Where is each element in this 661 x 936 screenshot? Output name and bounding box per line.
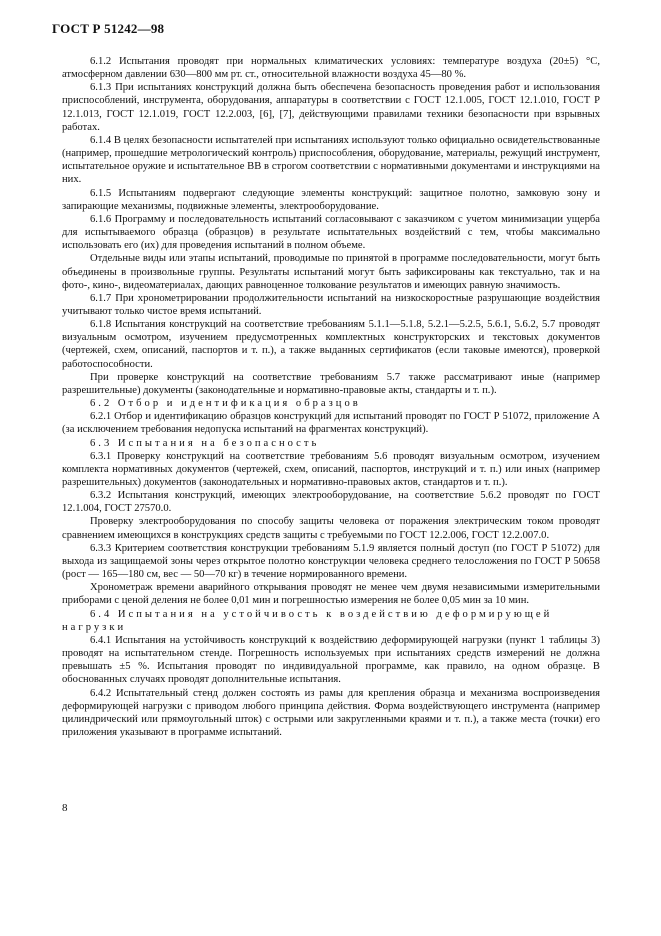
paragraph: Отдельные виды или этапы испытаний, проводимые по принятой в программе последовательности, могут быть объединены в произвольные группы. Результаты испытаний могут быть зафиксированы как текстуально, так и на фото-, кино-, видеоматериалах, дающих равноценное толкование результатов и имеющих равную значимость. (62, 253, 600, 291)
paragraph: 6.3.2 Испытания конструкций, имеющих электрооборудование, на соответствие 5.6.2 проводят по ГОСТ 12.1.004, ГОСТ 27570.0. (62, 490, 600, 515)
paragraph: 6.4.2 Испытательный стенд должен состоять из рамы для крепления образца и механизма воспроизведения деформирующей нагрузки с приводом любого принципа действия. Форма воздействующего инструмента (например цилиндрический или прямоугольный шток) с острыми или закругленными краями и т. п.), а также места (точки) его приложения указывают в программе испытаний. (62, 687, 600, 738)
paragraph: 6.2.1 Отбор и идентификацию образцов конструкций для испытаний проводят по ГОСТ Р 51072, приложение А (за исключением требования недопуска испытаний на фрагментах конструкций). (62, 411, 600, 436)
document-body (62, 55, 600, 739)
paragraph: 6.1.6 Программу и последовательность испытаний согласовывают с заказчиком с учетом минимизации ущерба для испытываемого образца (образцов) в результате испытательных воздействий с тем, чтобы максимально использовать его (их) для проведения испытаний в полном объеме. (62, 213, 600, 252)
section-heading: 6.2 Отбор и идентификация образцов (90, 398, 361, 410)
section-heading: 6.4 Испытания на устойчивость к воздействию деформирующей нагрузки (62, 608, 553, 633)
paragraph: 6.3.1 Проверку конструкций на соответствие требованиям 5.6 проводят визуальным осмотром, изучением комплекта нормативных документов (чертежей, схем, описаний, паспортов, инструкций и т. п.) или иных (например разрешительных) документов (законодательных и нормативно-правовых актов, стандартов и т. п.). (62, 450, 600, 488)
paragraph: При проверке конструкций на соответствие требованиям 5.7 также рассматривают иные (например разрешительные) документы (законодательные и нормативно-правовые акты, стандарты и т. п.). (62, 371, 600, 396)
section-heading: 6.3 Испытания на безопасность (90, 437, 320, 449)
paragraph: Хронометраж времени аварийного открывания проводят не менее чем двумя независимыми измерительными приборами с ценой деления не более 0,01 мин и погрешностью измерения не более 0,05 мин за 10 мин. (62, 582, 600, 607)
paragraph: 6.1.5 Испытаниям подвергают следующие элементы конструкций: защитное полотно, замковую зону и запирающие механизмы, подвижные элементы, электрооборудование. (62, 187, 600, 212)
paragraph: 6.1.7 При хронометрировании продолжительности испытаний на низкоскоростные разрушающие воздействия учитывают только чистое время испытаний. (62, 292, 600, 317)
paragraph: 6.1.8 Испытания конструкций на соответствие требованиям 5.1.1—5.1.8, 5.2.1—5.2.5, 5.6.1, 5.6.2, 5.7 проводят визуальным осмотром, изучением предусмотренных комплектных конструкторских и текстовых документов (чертежей, схем, описаний, паспортов и т. п.), а также выданных сертификатов (если таковые имеются), проверкой работоспособности. (62, 319, 600, 370)
paragraph: 6.1.2 Испытания проводят при нормальных климатических условиях: температуре воздуха (20±5) °С, атмосферном давлении 630—800 мм рт. ст., относительной влажности воздуха 45—80 %. (62, 56, 600, 81)
paragraph: Проверку электрооборудования по способу защиты человека от поражения электрическим током проводят сравнением имеющихся в конструкциях средств защиты с требуемыми по ГОСТ 12.2.006, ГОСТ 12.2.007.0. (62, 516, 600, 541)
paragraph: 6.3.3 Критерием соответствия конструкции требованиям 5.1.9 является полный доступ (по ГОСТ Р 51072) для выхода из защищаемой зоны через открытое полотно конструкции человека среднего телосложения по ГОСТ Р 50658 (рост — 165—180 см, вес — 50—70 кг) в течение нормированного времени. (62, 542, 600, 581)
paragraph: 6.1.4 В целях безопасности испытателей при испытаниях используют только официально освидетельствованные (например, прошедшие метрологический контроль) приспособления, оборудование, материалы, режущий инструмент, испытательное оружие и испытательное ВВ в строгом соответствии с нормативными документами и инструкциями на них. (62, 134, 600, 186)
standard-header: ГОСТ Р 51242—98 (52, 21, 165, 36)
paragraph: 6.1.3 При испытаниях конструкций должна быть обеспечена безопасность проведения работ и использования приспособлений, инструмента, оборудования, аппаратуры в соответствии с ГОСТ 12.1.005, ГОСТ 12.1.010, ГОСТ Р 12.1.013, ГОСТ 12.1.019, ГОСТ 12.2.003, [6], [7], действующими правилами техники безопасности при взрывных работах. (62, 82, 600, 133)
page-number: 8 (62, 802, 68, 814)
paragraph: 6.4.1 Испытания на устойчивость конструкций к воздействию деформирующей нагрузки (пункт 1 таблицы 3) проводят на испытательном стенде. Погрешность используемых при испытаниях средств измерений не должна превышать ±5 %. Испытания проводят по индивидуальной программе, как правило, на одном образце. В обоснованных случаях проводят дополнительные испытания. (62, 634, 600, 686)
